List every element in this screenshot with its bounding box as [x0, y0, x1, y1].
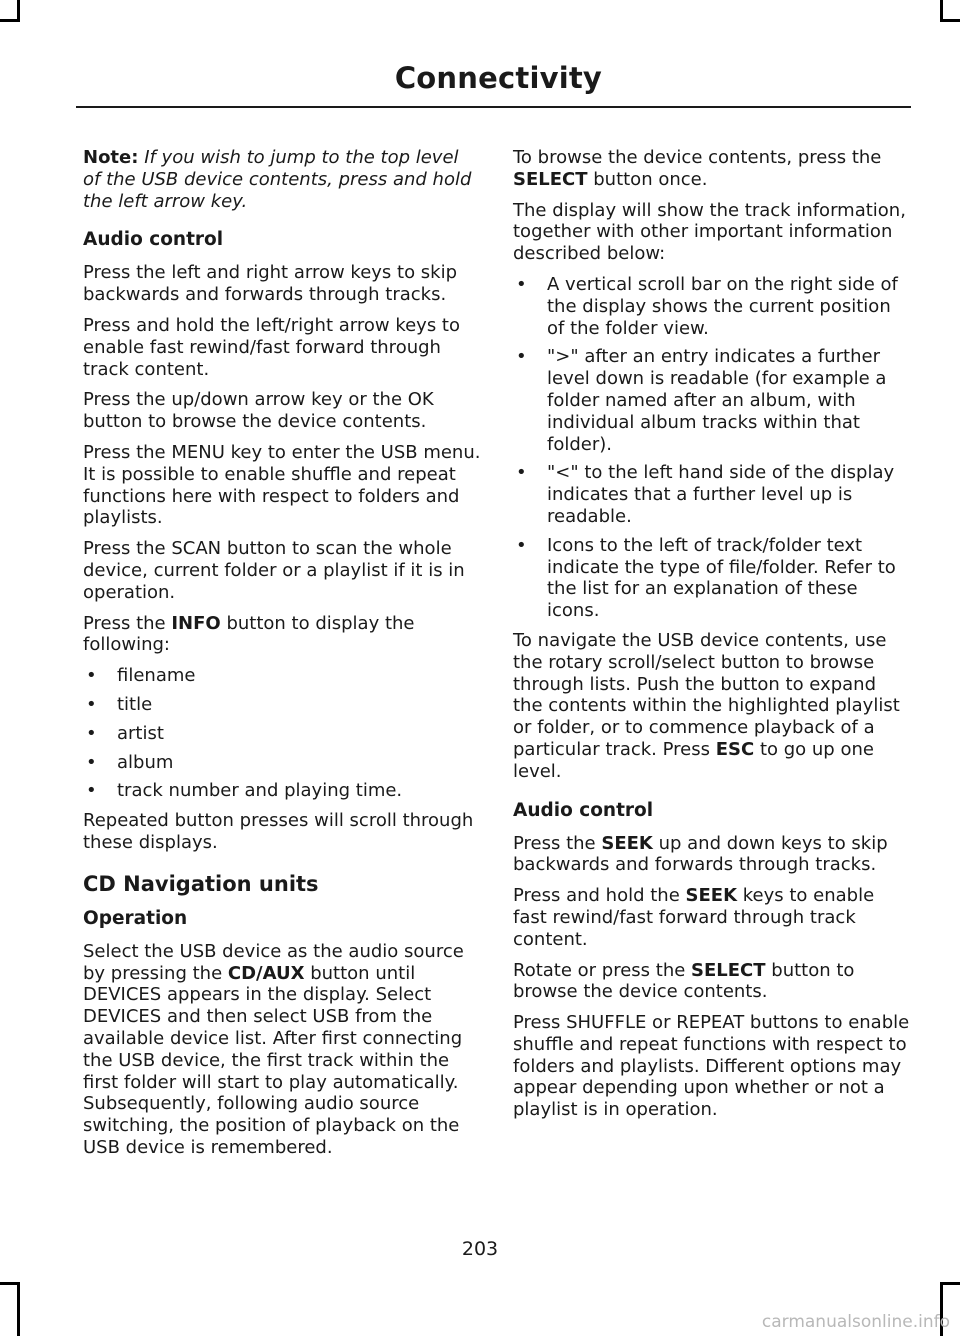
- paragraph-display-info: The display will show the track information, together with other important information described below:: [513, 199, 906, 265]
- paragraph-rotate-select: [513, 960, 911, 1004]
- text-run: Press the: [513, 832, 602, 854]
- paragraph-browse: Press the up/down arrow key or the OK button to browse the device contents.: [83, 389, 434, 433]
- list-item: [83, 752, 481, 774]
- page-title: Connectivity: [394, 61, 602, 95]
- seek-button-term: SEEK: [601, 832, 653, 854]
- list-item-text: album: [117, 751, 174, 773]
- list-item-text: track number and playing time.: [117, 780, 403, 802]
- paragraph-shuffle-repeat: Press SHUFFLE or REPEAT buttons to enable shuffle and repeat functions with respect to folders and playlists. Different options may appear depending upon whether or not a playlist is in operation.: [513, 1012, 910, 1121]
- list-item: [83, 694, 481, 716]
- crop-mark-top-right-h: [940, 19, 960, 22]
- bullet-icon: •: [516, 534, 527, 556]
- crop-mark-bottom-left-h: [0, 1282, 20, 1285]
- text-run: button to browse the device contents.: [513, 959, 855, 1003]
- bullet-icon: •: [86, 722, 97, 744]
- paragraph-seek: [513, 833, 911, 877]
- heading-operation: Operation: [83, 907, 188, 929]
- crop-mark-bottom-left-v: [17, 1282, 20, 1336]
- paragraph-seek-hold: [513, 885, 911, 950]
- list-item: [513, 346, 911, 455]
- select-button-term: SELECT: [513, 168, 588, 190]
- list-item-text: title: [117, 693, 153, 715]
- heading-audio-control: Audio control: [513, 799, 654, 821]
- list-item-text: Icons to the left of track/folder text indicate the type of file/folder. Refer to the list for an explanation of these icons.: [547, 534, 896, 622]
- esc-button-term: ESC: [715, 738, 755, 760]
- text-run: Press and hold the: [513, 885, 686, 907]
- info-list: [83, 665, 481, 802]
- watermark: carmanualsonline.info: [761, 1312, 950, 1332]
- bullet-icon: •: [86, 780, 97, 802]
- paragraph-info: [83, 613, 481, 657]
- bullet-icon: •: [516, 346, 527, 368]
- info-button-term: INFO: [171, 612, 221, 634]
- display-info-list: [513, 274, 911, 622]
- text-run: Select the USB device as the audio source by pressing the: [83, 940, 464, 984]
- list-item-text: "<" to the left hand side of the display indicates that a further level up is readable.: [547, 462, 895, 527]
- text-run: up and down keys to skip backwards and forwards through tracks.: [513, 832, 888, 876]
- note-text: If you wish to jump to the top level of the USB device contents, press and hold the left arrow key.: [83, 147, 472, 212]
- header-divider: [76, 106, 911, 108]
- bullet-icon: •: [86, 751, 97, 773]
- paragraph-fast-rewind: Press and hold the left/right arrow keys to enable fast rewind/fast forward through track content.: [83, 314, 460, 380]
- paragraph-browse-select: [513, 147, 911, 191]
- seek-button-term: SEEK: [685, 885, 738, 907]
- text-run: button to display the following:: [83, 612, 415, 656]
- text-run: to go up one level.: [513, 738, 874, 782]
- bullet-icon: •: [86, 693, 97, 715]
- paragraph-select-usb: [83, 941, 481, 1159]
- list-item: [513, 274, 911, 339]
- right-column: [513, 147, 911, 1130]
- text-run: Press the: [83, 612, 172, 634]
- text-run: button once.: [587, 168, 708, 190]
- cd-aux-button-term: CD/AUX: [227, 962, 305, 984]
- bullet-icon: •: [516, 462, 527, 484]
- note-paragraph: [83, 147, 481, 212]
- paragraph-skip-tracks: Press the left and right arrow keys to skip backwards and forwards through tracks.: [83, 262, 458, 306]
- paragraph-navigate: [513, 630, 911, 783]
- text-run: keys to enable fast rewind/fast forward through track content.: [513, 885, 875, 950]
- list-item-text: ">" after an entry indicates a further level down is readable (for example a folder named after an album, with individual album tracks within that folder).: [547, 346, 887, 455]
- crop-mark-top-left-h: [0, 19, 20, 22]
- page-number: 203: [461, 1238, 499, 1260]
- list-item: [83, 780, 481, 802]
- list-item: [513, 462, 911, 527]
- list-item: [83, 665, 481, 687]
- list-item-text: A vertical scroll bar on the right side of the display shows the current position of the folder view.: [547, 273, 898, 339]
- heading-cd-navigation-units: CD Navigation units: [83, 871, 319, 896]
- bullet-icon: •: [86, 665, 97, 687]
- select-button-term: SELECT: [691, 959, 766, 981]
- list-item: [513, 535, 911, 622]
- text-run: button until DEVICES appears in the display. Select DEVICES and then select USB from the available device list. After first connecting the USB device, the first track within the first folder will start to play automatically. Subsequently, following audio source switching, the position of playback on the USB device is remembered.: [83, 962, 463, 1158]
- list-item-text: filename: [117, 665, 196, 687]
- note-label: Note:: [83, 147, 139, 168]
- text-run: To browse the device contents, press the: [513, 147, 882, 168]
- left-column: [83, 147, 481, 1168]
- list-item: [83, 723, 481, 745]
- paragraph-repeated-presses: Repeated button presses will scroll through these displays.: [83, 810, 474, 853]
- paragraph-scan: Press the SCAN button to scan the whole device, current folder or a playlist if it is in operation.: [83, 538, 465, 603]
- text-run: Rotate or press the: [513, 959, 692, 981]
- paragraph-menu: Press the MENU key to enter the USB menu. It is possible to enable shuffle and repeat functions here with respect to folders and playlists.: [83, 441, 481, 529]
- crop-mark-bottom-right-h: [940, 1282, 960, 1285]
- list-item-text: artist: [117, 722, 164, 744]
- text-run: To navigate the USB device contents, use the rotary scroll/select button to browse through lists. Push the button to expand the contents within the highlighted playlist or folder, or to commence playback of a particular track. Press: [513, 629, 900, 760]
- heading-audio-control: Audio control: [83, 229, 224, 251]
- bullet-icon: •: [516, 273, 527, 295]
